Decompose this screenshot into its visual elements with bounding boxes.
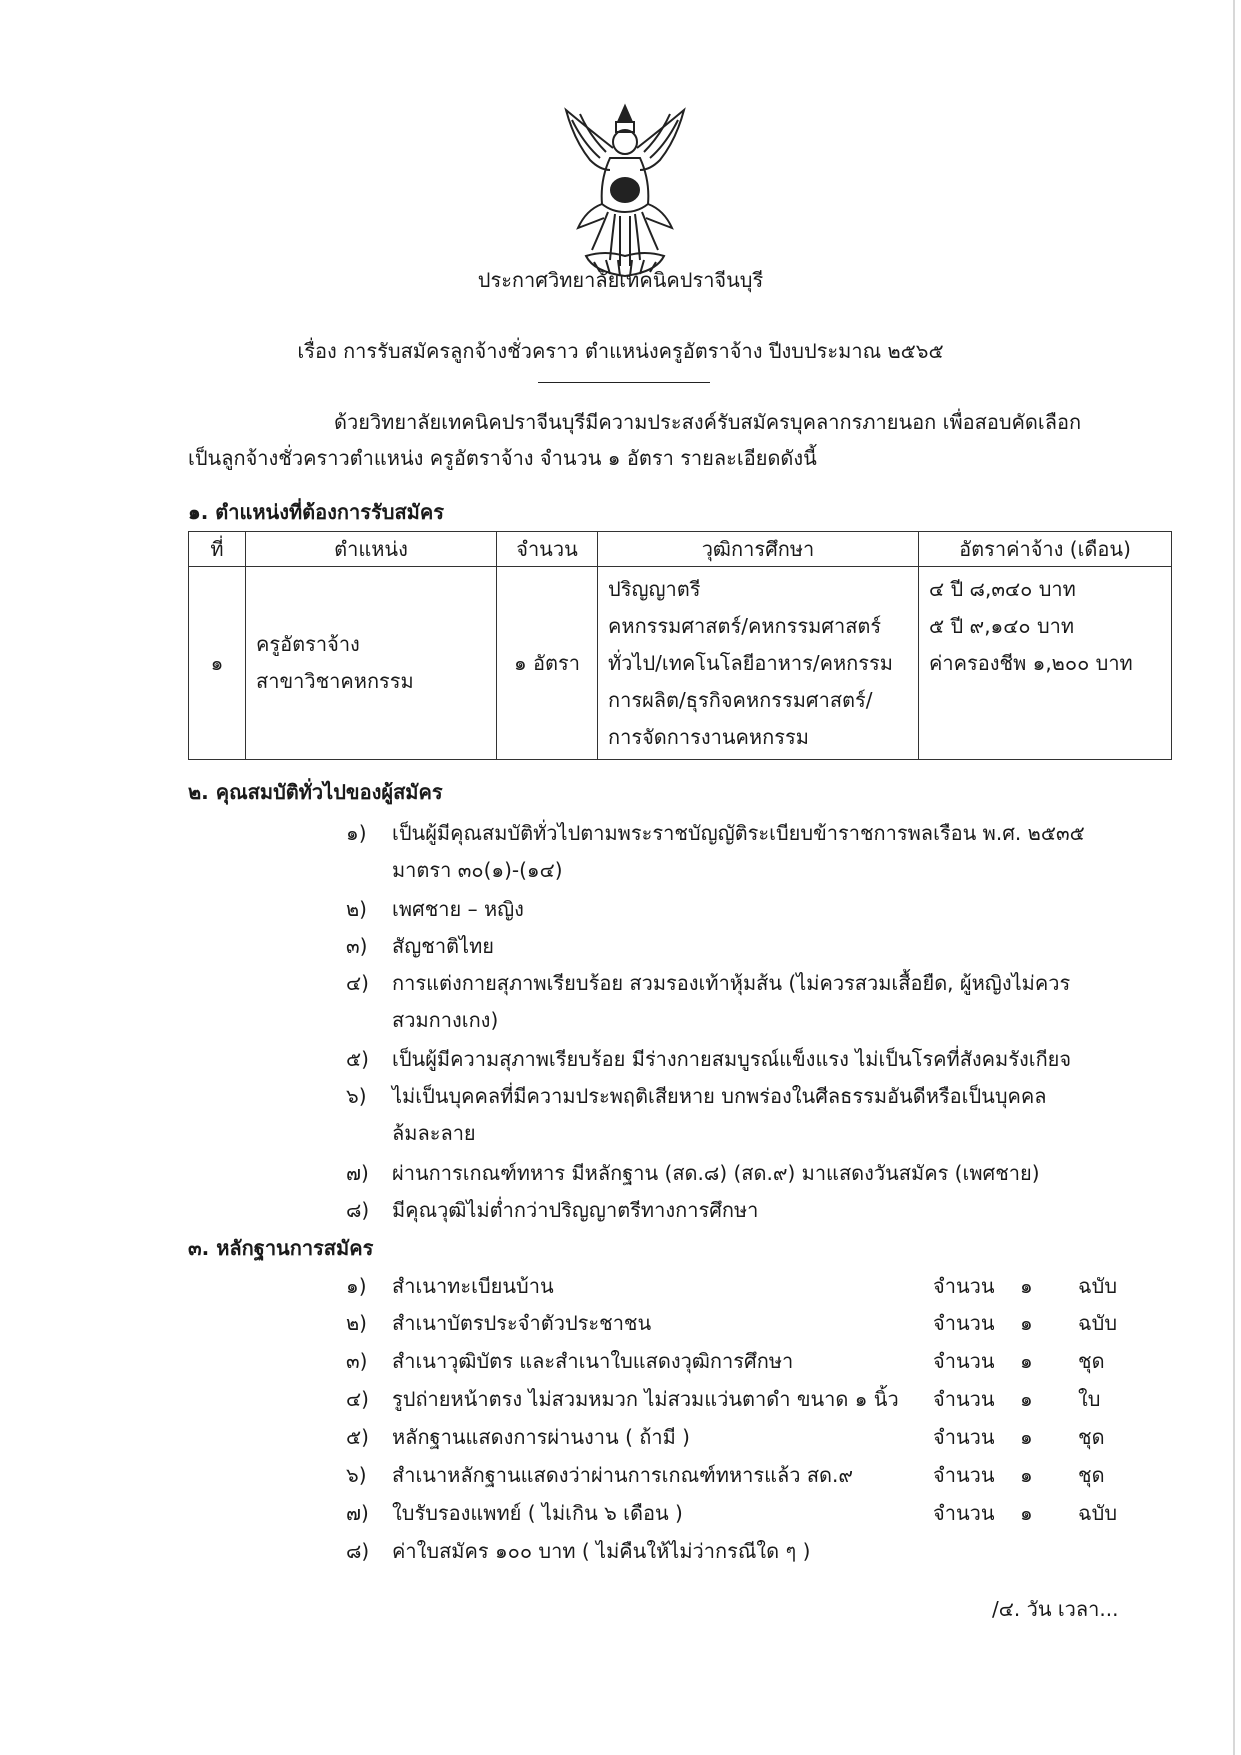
intro-line-2: เป็นลูกจ้างชั่วคราวตำแหน่ง ครูอัตราจ้าง จำนวน ๑ อัตรา รายละเอียดดังนี้ [188,446,817,470]
document-unit: ฉบับ [1078,1274,1118,1298]
document-qty: ๑ [1020,1387,1033,1411]
cell-education [598,567,919,760]
col-header-count: จำนวน [497,532,598,567]
qualification-text: เป็นผู้มีคุณสมบัติทั่วไปตามพระราชบัญญัติระเบียบข้าราชการพลเรือน พ.ศ. ๒๕๓๕ [392,821,1085,845]
qualification-text-cont: ล้มละลาย [392,1121,476,1145]
section1-heading: ๑. ตำแหน่งที่ต้องการรับสมัคร [188,500,444,524]
qualification-num: ๓) [346,934,368,958]
document-num: ๘) [346,1539,370,1563]
document-text: หลักฐานแสดงการผ่านงาน ( ถ้ามี ) [392,1425,690,1449]
section2-heading: ๒. คุณสมบัติทั่วไปของผู้สมัคร [188,780,443,804]
col-header-no: ที่ [189,532,246,567]
qualification-num: ๑) [346,821,367,845]
qualification-num: ๔) [346,971,369,995]
wage-line: ๔ ปี ๘,๓๔๐ บาท [929,577,1076,601]
document-count-label: จำนวน [933,1425,995,1449]
document-unit: ชุด [1078,1349,1105,1373]
document-unit: ฉบับ [1078,1501,1118,1525]
qualification-text: ผ่านการเกณฑ์ทหาร มีหลักฐาน (สด.๘) (สด.๙) มาแสดงวันสมัคร (เพศชาย) [392,1161,1040,1185]
intro-line-1: ด้วยวิทยาลัยเทคนิคปราจีนบุรีมีความประสงค์รับสมัครบุคลากรภายนอก เพื่อสอบคัดเลือก [334,410,1082,434]
document-count-label: จำนวน [933,1311,995,1335]
garuda-emblem-icon [560,100,690,282]
document-num: ๗) [346,1501,369,1525]
cell-position [246,567,497,760]
document-qty: ๑ [1020,1274,1033,1298]
qualification-text: มีคุณวุฒิไม่ต่ำกว่าปริญญาตรีทางการศึกษา [392,1198,759,1222]
document-count-label: จำนวน [933,1463,995,1487]
document-num: ๔) [346,1387,369,1411]
document-count-label: จำนวน [933,1349,995,1373]
document-num: ๓) [346,1349,368,1373]
document-text: รูปถ่ายหน้าตรง ไม่สวมหมวก ไม่สวมแว่นตาดำ ขนาด ๑ นิ้ว [392,1387,899,1411]
qualification-num: ๘) [346,1198,370,1222]
document-row [0,1383,1241,1419]
document-text: สำเนาหลักฐานแสดงว่าผ่านการเกณฑ์ทหารแล้ว สด.๙ [392,1463,854,1487]
document-num: ๕) [346,1425,369,1449]
document-unit: ใบ [1078,1387,1101,1411]
announcement-title: ประกาศวิทยาลัยเทคนิคปราจีนบุรี [477,268,764,292]
document-qty: ๑ [1020,1463,1033,1487]
education-line: การจัดการงานคหกรรม [608,724,809,749]
table-row [189,567,1172,760]
document-text: ใบรับรองแพทย์ ( ไม่เกิน ๖ เดือน ) [392,1501,683,1525]
page-continuation: /๔. วัน เวลา... [992,1597,1119,1621]
document-count-label: จำนวน [933,1274,995,1298]
qualification-num: ๖) [346,1084,367,1108]
table-header-row [189,532,1172,567]
intro-paragraph [188,404,1128,476]
qualification-num: ๗) [346,1161,369,1185]
document-row [0,1345,1241,1381]
document-text: สำเนาทะเบียนบ้าน [392,1274,554,1298]
document-unit: ชุด [1078,1463,1105,1487]
qualification-num: ๒) [346,897,367,921]
document-count-label: จำนวน [933,1387,995,1411]
position-line-1: ครูอัตราจ้าง [256,632,360,656]
document-row [0,1535,1241,1571]
qualification-text: การแต่งกายสุภาพเรียบร้อย สวมรองเท้าหุ้มส้น (ไม่ควรสวมเสื้อยืด, ผู้หญิงไม่ควร [392,971,1071,995]
document-row [0,1459,1241,1495]
qualification-text: เป็นผู้มีความสุภาพเรียบร้อย มีร่างกายสมบูรณ์แข็งแรง ไม่เป็นโรคที่สังคมรังเกียจ [392,1047,1072,1071]
document-row [0,1497,1241,1533]
position-line-2: สาขาวิชาคหกรรม [256,669,414,693]
document-row [0,1270,1241,1306]
qualification-text: ไม่เป็นบุคคลที่มีความประพฤติเสียหาย บกพร่องในศีลธรรมอันดีหรือเป็นบุคคล [392,1084,1047,1108]
col-header-wage: อัตราค่าจ้าง (เดือน) [919,532,1172,567]
education-line: การผลิต/ธุรกิจคหกรรมศาสตร์/ [608,687,873,712]
document-qty: ๑ [1020,1311,1033,1335]
document-text: ค่าใบสมัคร ๑๐๐ บาท ( ไม่คืนให้ไม่ว่ากรณีใด ๆ ) [392,1539,811,1563]
qualification-text-cont: สวมกางเกง) [392,1008,499,1032]
wage-line: ๕ ปี ๙,๑๔๐ บาท [929,614,1075,638]
cell-no: ๑ [189,567,246,760]
announcement-subject: เรื่อง การรับสมัครลูกจ้างชั่วคราว ตำแหน่งครูอัตราจ้าง ปีงบประมาณ ๒๕๖๕ [297,339,944,363]
cell-wage [919,567,1172,760]
col-header-position: ตำแหน่ง [246,532,497,567]
education-line: ปริญญาตรี [608,576,701,601]
document-qty: ๑ [1020,1425,1033,1449]
position-table [188,531,1172,760]
document-qty: ๑ [1020,1349,1033,1373]
qualification-text: เพศชาย – หญิง [392,897,524,921]
document-qty: ๑ [1020,1501,1033,1525]
education-line: คหกรรมศาสตร์/คหกรรมศาสตร์ [608,613,882,638]
section3-heading: ๓. หลักฐานการสมัคร [188,1236,374,1260]
document-unit: ฉบับ [1078,1311,1118,1335]
qualification-text: สัญชาติไทย [392,934,495,958]
col-header-education: วุฒิการศึกษา [598,532,919,567]
cell-count: ๑ อัตรา [497,567,598,760]
qualification-text-cont: มาตรา ๓๐(๑)-(๑๔) [392,858,563,882]
wage-line: ค่าครองชีพ ๑,๒๐๐ บาท [929,651,1133,675]
document-row [0,1421,1241,1457]
document-text: สำเนาบัตรประจำตัวประชาชน [392,1311,652,1335]
document-num: ๒) [346,1311,367,1335]
document-num: ๑) [346,1274,367,1298]
document-text: สำเนาวุฒิบัตร และสำเนาใบแสดงวุฒิการศึกษา [392,1349,794,1373]
document-num: ๖) [346,1463,367,1487]
qualification-num: ๕) [346,1047,369,1071]
document-count-label: จำนวน [933,1501,995,1525]
education-line: ทั่วไป/เทคโนโลยีอาหาร/คหกรรม [608,650,893,675]
title-underline [538,382,710,383]
document-row [0,1307,1241,1343]
document-unit: ชุด [1078,1425,1105,1449]
